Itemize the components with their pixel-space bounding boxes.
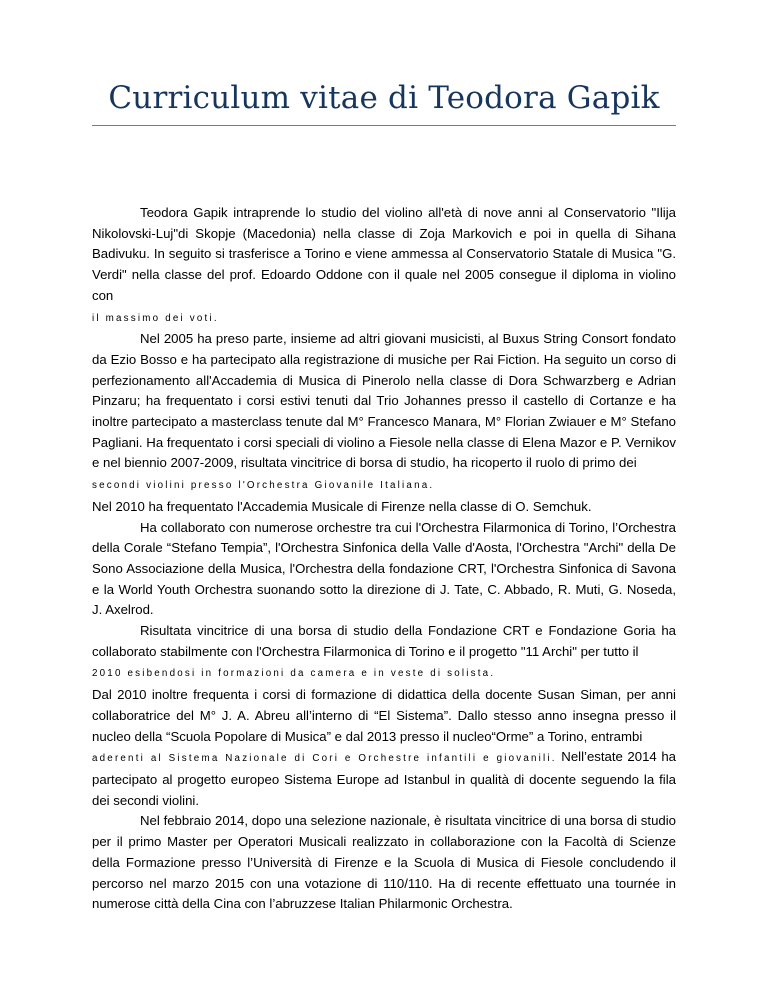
paragraph-1 — [92, 203, 676, 329]
paragraph-spaced-text: secondi violini presso l'Orchestra Giovanile Italiana. — [92, 480, 435, 492]
paragraph-text: Nel febbraio 2014, dopo una selezione nazionale, è risultata vincitrice di una borsa di studio per il primo Master per Operatori Musicali realizzato in collaborazione con la Facoltà di Scienze della Formazione presso l’Università di Firenze e la Scuola di Musica di Fiesole concludendo il percorso nel marzo 2015 con una votazione di 110/110. Ha di recente effettuato una tournée in numerose città della Cina con l’abruzzese Italian Philarmonic Orchestra. — [92, 813, 676, 912]
paragraph-text: Dal 2010 inoltre frequenta i corsi di formazione di didattica della docente Susan Siman, per anni collaboratrice del M° J. A. Abreu all’interno di “El Sistema”. Dallo stesso anno insegna presso il nucleo della “Scuola Popolare di Musica” e dal 2013 presso il nucleo“Orme” a Torino, entrambi — [92, 687, 676, 744]
paragraph-text: Teodora Gapik intraprende lo studio del violino all'età di nove anni al Conservatorio "Ilija Nikolovski-Luj"di Skopje (Macedonia) nella classe di Zoja Markovich e poi in quella di Sihana Badivuku. In seguito si trasferisce a Torino e viene ammessa al Conservatorio Statale di Musica "G. Verdi" nella classe del prof. Edoardo Oddone con il quale nel 2005 consegue il diploma in violino con — [92, 205, 676, 303]
paragraph-7 — [92, 811, 676, 915]
document-body — [92, 203, 676, 915]
title-underline — [92, 125, 676, 126]
paragraph-spaced-text: aderenti al Sistema Nazionale di Cori e Orchestre infantili e giovanili. — [92, 753, 557, 765]
paragraph-text: Risultata vincitrice di una borsa di studio della Fondazione CRT e Fondazione Goria ha collaborato stabilmente con l'Orchestra Filarmonica di Torino e il progetto "11 Archi" per tutto il — [92, 623, 676, 659]
paragraph-text: Nel 2005 ha preso parte, insieme ad altri giovani musicisti, al Buxus String Consort fondato da Ezio Bosso e ha partecipato alla registrazione di musiche per Rai Fiction. Ha seguito un corso di perfezionamento all'Accademia di Musica di Pinerolo nella classe di Dora Schwarzberg e Adrian Pinzaru; ha frequentato i corsi estivi tenuti dal Trio Johannes presso il castello di Cortanze e ha inoltre partecipato a masterclass tenute dal M° Francesco Manara, M° Florian Zwiauer e M° Stefano Pagliani. Ha frequentato i corsi speciali di violino a Fiesole nella classe di Elena Mazor e P. Vernikov e nel biennio 2007-2009, risultata vincitrice di borsa di studio, ha ricoperto il ruolo di primo dei — [92, 331, 676, 471]
paragraph-5 — [92, 621, 676, 685]
paragraph-text: Nel 2010 ha frequentato l'Accademia Musicale di Firenze nella classe di O. Semchuk. — [92, 498, 592, 514]
paragraph-continuation-text: Nell’estate 2014 ha partecipato al progetto europeo Sistema Europe ad Istanbul in qualità di docente seguendo la fila dei secondi violini. — [92, 749, 677, 808]
paragraph-spaced-text: 2010 esibendosi in formazioni da camera e in veste di solista. — [92, 668, 496, 680]
document-title: Curriculum vitae di Teodora Gapik — [108, 80, 660, 116]
paragraph-4 — [92, 518, 676, 622]
paragraph-spaced-text: il massimo dei voti. — [92, 312, 219, 324]
paragraph-text: Ha collaborato con numerose orchestre tra cui l'Orchestra Filarmonica di Torino, l’Orchestra della Corale “Stefano Tempia”, l'Orchestra Sinfonica della Valle d'Aosta, l'Orchestra "Archi" della De Sono Associazione della Musica, l'Orchestra della fondazione CRT, l'Orchestra Sinfonica di Savona e la World Youth Orchestra suonando sotto la direzione di J. Tate, C. Abbado, R. Muti, G. Noseda, J. Axelrod. — [92, 519, 676, 618]
paragraph-3 — [92, 497, 676, 518]
paragraph-2 — [92, 329, 676, 497]
paragraph-6 — [92, 685, 676, 811]
